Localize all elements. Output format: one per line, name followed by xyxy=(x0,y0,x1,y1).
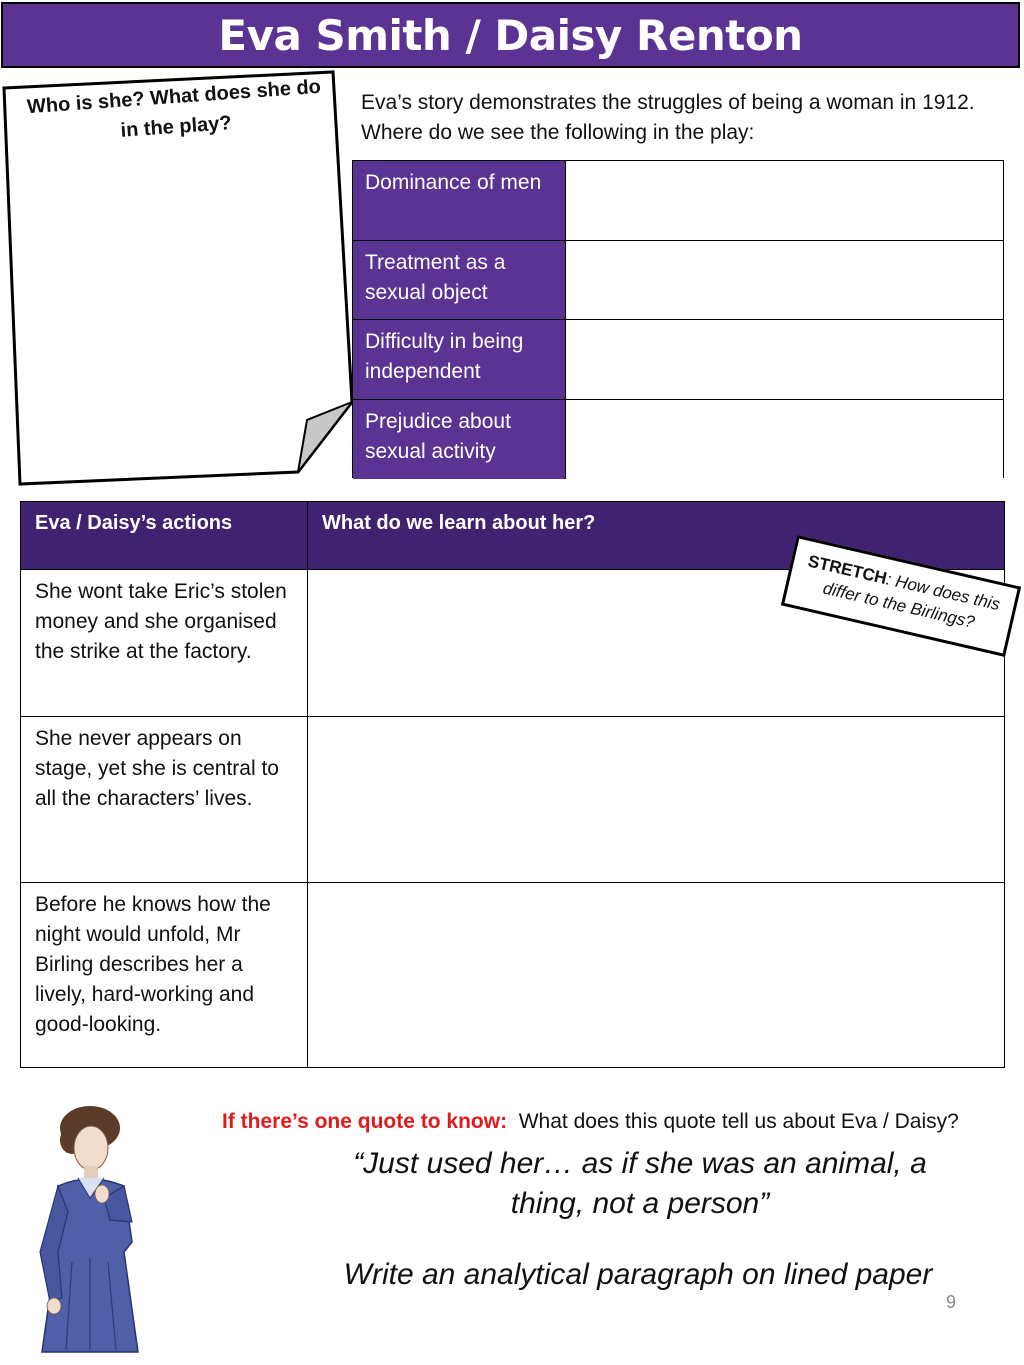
table-row xyxy=(21,883,1004,1067)
header-actions: Eva / Daisy’s actions xyxy=(21,502,308,569)
quote-intro xyxy=(222,1110,959,1134)
struggles-table xyxy=(352,160,1004,478)
struggle-row xyxy=(353,400,1003,480)
struggle-answer-cell[interactable] xyxy=(566,241,1003,320)
struggle-answer-cell[interactable] xyxy=(566,400,1003,480)
action-cell: Before he knows how the night would unfold, Mr Birling describes her a lively, hard-working and good-looking. xyxy=(21,883,308,1067)
stretch-label: STRETCH xyxy=(806,551,889,589)
struggle-label: Prejudice about sexual activity xyxy=(353,400,566,480)
intro-text: Eva’s story demonstrates the struggles of being a woman in 1912. Where do we see the following in the play: xyxy=(361,91,975,144)
title-banner xyxy=(1,2,1020,68)
quote-heading: If there’s one quote to know: xyxy=(222,1110,508,1133)
woman-illustration-icon xyxy=(28,1102,158,1354)
page-title: Eva Smith / Daisy Renton xyxy=(218,10,803,60)
learn-cell[interactable] xyxy=(308,883,1004,1067)
struggle-row xyxy=(353,161,1003,241)
struggle-label: Treatment as a sexual object xyxy=(353,241,566,320)
struggle-row xyxy=(353,241,1003,321)
note-prompt: Who is she? What does she do in the play? xyxy=(26,75,322,142)
table-row xyxy=(21,717,1004,883)
action-cell: She wont take Eric’s stolen money and she organised the strike at the factory. xyxy=(21,570,308,716)
key-quote: “Just used her… as if she was an animal, a thing, not a person” xyxy=(353,1147,927,1220)
struggle-answer-cell[interactable] xyxy=(566,161,1003,240)
quote-question: What does this quote tell us about Eva / Daisy? xyxy=(518,1110,959,1133)
task-instruction: Write an analytical paragraph on lined paper xyxy=(343,1258,933,1291)
action-cell: She never appears on stage, yet she is central to all the characters’ lives. xyxy=(21,717,308,882)
learn-cell[interactable] xyxy=(308,717,1004,882)
struggle-row xyxy=(353,320,1003,400)
header-learn: What do we learn about her? xyxy=(322,512,596,534)
struggle-label: Dominance of men xyxy=(353,161,566,240)
stretch-text: : How does this differ to the Birlings? xyxy=(821,569,1002,632)
struggle-label: Difficulty in being independent xyxy=(353,320,566,399)
page-number: 9 xyxy=(946,1292,957,1312)
struggle-answer-cell[interactable] xyxy=(566,320,1003,399)
